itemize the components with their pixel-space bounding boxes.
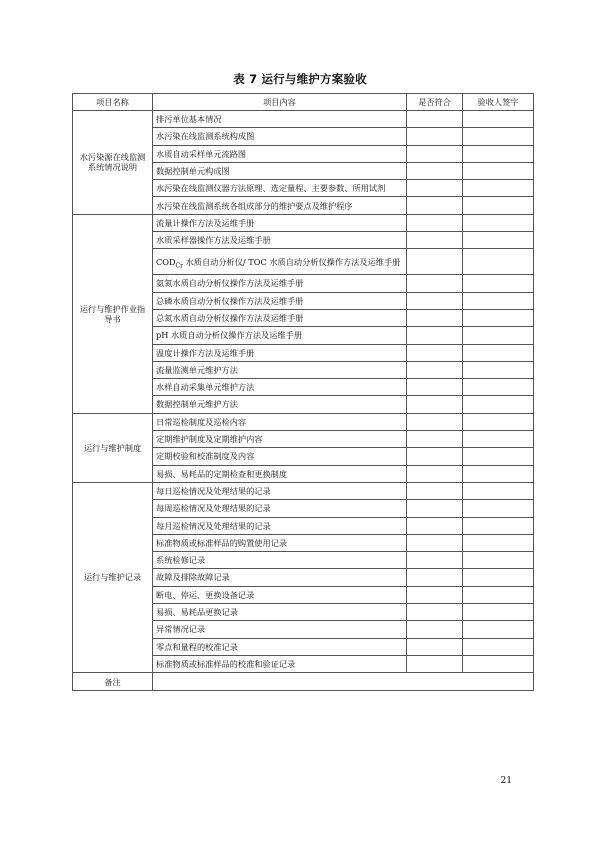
conformity-cell[interactable]	[407, 111, 463, 128]
acceptance-table	[72, 93, 534, 691]
conformity-cell[interactable]	[407, 249, 463, 275]
signature-cell[interactable]	[463, 180, 534, 197]
conformity-cell[interactable]	[407, 482, 463, 499]
item-content-cell: 水污染在线监测仪器方法原理、选定量程、主要参数、所用试剂	[153, 180, 407, 197]
conformity-cell[interactable]	[407, 621, 463, 638]
conformity-cell[interactable]	[407, 552, 463, 569]
table-row	[73, 413, 534, 430]
signature-cell[interactable]	[463, 638, 534, 655]
signature-cell[interactable]	[463, 379, 534, 396]
item-content-cell: 氨氮水质自动分析仪操作方法及运维手册	[153, 275, 407, 292]
conformity-cell[interactable]	[407, 655, 463, 672]
item-content-cell: 水污染在线监测系统构成图	[153, 128, 407, 145]
item-content-cell: 易损、易耗品更换记录	[153, 604, 407, 621]
item-content-cell: 定期维护制度及定期维护内容	[153, 431, 407, 448]
item-content-cell: 流量计操作方法及运维手册	[153, 214, 407, 231]
header-conformity: 是否符合	[407, 94, 463, 111]
remark-row	[73, 673, 534, 691]
conformity-cell[interactable]	[407, 197, 463, 214]
signature-cell[interactable]	[463, 292, 534, 309]
signature-cell[interactable]	[463, 327, 534, 344]
header-signature: 验收人签字	[463, 94, 534, 111]
signature-cell[interactable]	[463, 431, 534, 448]
conformity-cell[interactable]	[407, 413, 463, 430]
category-cell: 运行与维护作业指导书	[73, 214, 153, 413]
signature-cell[interactable]	[463, 569, 534, 586]
table-title: 表 7 运行与维护方案验收	[233, 72, 367, 86]
conformity-cell[interactable]	[407, 292, 463, 309]
conformity-cell[interactable]	[407, 162, 463, 179]
conformity-cell[interactable]	[407, 500, 463, 517]
item-content-cell: 总磷水质自动分析仪操作方法及运维手册	[153, 292, 407, 309]
signature-cell[interactable]	[463, 214, 534, 231]
item-content-cell: 温度计操作方法及运维手册	[153, 344, 407, 361]
category-cell: 水污染源在线监测系统情况说明	[73, 111, 153, 215]
table-row	[73, 111, 534, 128]
item-content-cell: 水质自动采样单元流路图	[153, 145, 407, 162]
conformity-cell[interactable]	[407, 309, 463, 326]
conformity-cell[interactable]	[407, 327, 463, 344]
conformity-cell[interactable]	[407, 232, 463, 249]
table-body	[73, 111, 534, 691]
item-content-cell: 故障及排除故障记录	[153, 569, 407, 586]
signature-cell[interactable]	[463, 552, 534, 569]
signature-cell[interactable]	[463, 162, 534, 179]
signature-cell[interactable]	[463, 482, 534, 499]
item-content-cell: 易损、易耗品的定期检查和更换制度	[153, 465, 407, 482]
item-content-cell: 系统检修记录	[153, 552, 407, 569]
signature-cell[interactable]	[463, 621, 534, 638]
signature-cell[interactable]	[463, 344, 534, 361]
conformity-cell[interactable]	[407, 586, 463, 603]
page-number: 21	[500, 776, 512, 786]
item-content-cell: 标准物质或标准样品的校准和验证记录	[153, 655, 407, 672]
conformity-cell[interactable]	[407, 379, 463, 396]
item-content-cell: 每日巡检情况及处理结果的记录	[153, 482, 407, 499]
category-cell: 运行与维护制度	[73, 413, 153, 482]
signature-cell[interactable]	[463, 534, 534, 551]
header-project-content: 项目内容	[153, 94, 407, 111]
conformity-cell[interactable]	[407, 604, 463, 621]
category-cell: 运行与维护记录	[73, 482, 153, 672]
signature-cell[interactable]	[463, 275, 534, 292]
signature-cell[interactable]	[463, 586, 534, 603]
item-content-cell: pH 水质自动分析仪操作方法及运维手册	[153, 327, 407, 344]
conformity-cell[interactable]	[407, 569, 463, 586]
signature-cell[interactable]	[463, 232, 534, 249]
signature-cell[interactable]	[463, 111, 534, 128]
signature-cell[interactable]	[463, 500, 534, 517]
signature-cell[interactable]	[463, 145, 534, 162]
conformity-cell[interactable]	[407, 344, 463, 361]
item-content-cell: 总氮水质自动分析仪操作方法及运维手册	[153, 309, 407, 326]
conformity-cell[interactable]	[407, 214, 463, 231]
header-project-name: 项目名称	[73, 94, 153, 111]
item-content-cell: 异常情况记录	[153, 621, 407, 638]
signature-cell[interactable]	[463, 128, 534, 145]
signature-cell[interactable]	[463, 517, 534, 534]
conformity-cell[interactable]	[407, 448, 463, 465]
conformity-cell[interactable]	[407, 180, 463, 197]
signature-cell[interactable]	[463, 396, 534, 413]
conformity-cell[interactable]	[407, 145, 463, 162]
remark-field[interactable]	[153, 673, 534, 691]
item-content-cell: 每月巡检情况及处理结果的记录	[153, 517, 407, 534]
item-content-cell: 水质采样器操作方法及运维手册	[153, 232, 407, 249]
conformity-cell[interactable]	[407, 638, 463, 655]
signature-cell[interactable]	[463, 465, 534, 482]
item-content-cell: 断电、停运、更换设备记录	[153, 586, 407, 603]
item-content-cell: 数据控制单元维护方法	[153, 396, 407, 413]
signature-cell[interactable]	[463, 197, 534, 214]
item-content-cell: 水样自动采集单元维护方法	[153, 379, 407, 396]
table-row	[73, 214, 534, 231]
item-content-cell: 排污单位基本情况	[153, 111, 407, 128]
conformity-cell[interactable]	[407, 517, 463, 534]
table-row	[73, 482, 534, 499]
item-content-cell: 流量监测单元维护方法	[153, 361, 407, 378]
signature-cell[interactable]	[463, 249, 534, 275]
item-content-cell: 数据控制单元构成图	[153, 162, 407, 179]
signature-cell[interactable]	[463, 655, 534, 672]
header-row	[73, 94, 534, 111]
item-content-cell: $COD_{Cr}$ 水质自动分析仪/ TOC 水质自动分析仪操作方法及运维手册	[153, 249, 407, 275]
signature-cell[interactable]	[463, 309, 534, 326]
conformity-cell[interactable]	[407, 465, 463, 482]
conformity-cell[interactable]	[407, 396, 463, 413]
signature-cell[interactable]	[463, 361, 534, 378]
conformity-cell[interactable]	[407, 275, 463, 292]
item-content-cell: 零点和量程的校准记录	[153, 638, 407, 655]
conformity-cell[interactable]	[407, 534, 463, 551]
signature-cell[interactable]	[463, 448, 534, 465]
signature-cell[interactable]	[463, 604, 534, 621]
item-content-cell: 标准物质或标准样品的购置使用记录	[153, 534, 407, 551]
item-content-cell: 定期校验和校准制度及内容	[153, 448, 407, 465]
conformity-cell[interactable]	[407, 128, 463, 145]
item-content-cell: 日常巡检制度及巡检内容	[153, 413, 407, 430]
item-content-cell: 水污染在线监测系统各组成部分的维护要点及维护程序	[153, 197, 407, 214]
remark-label: 备注	[73, 673, 153, 691]
item-content-cell: 每周巡检情况及处理结果的记录	[153, 500, 407, 517]
signature-cell[interactable]	[463, 413, 534, 430]
conformity-cell[interactable]	[407, 431, 463, 448]
conformity-cell[interactable]	[407, 361, 463, 378]
